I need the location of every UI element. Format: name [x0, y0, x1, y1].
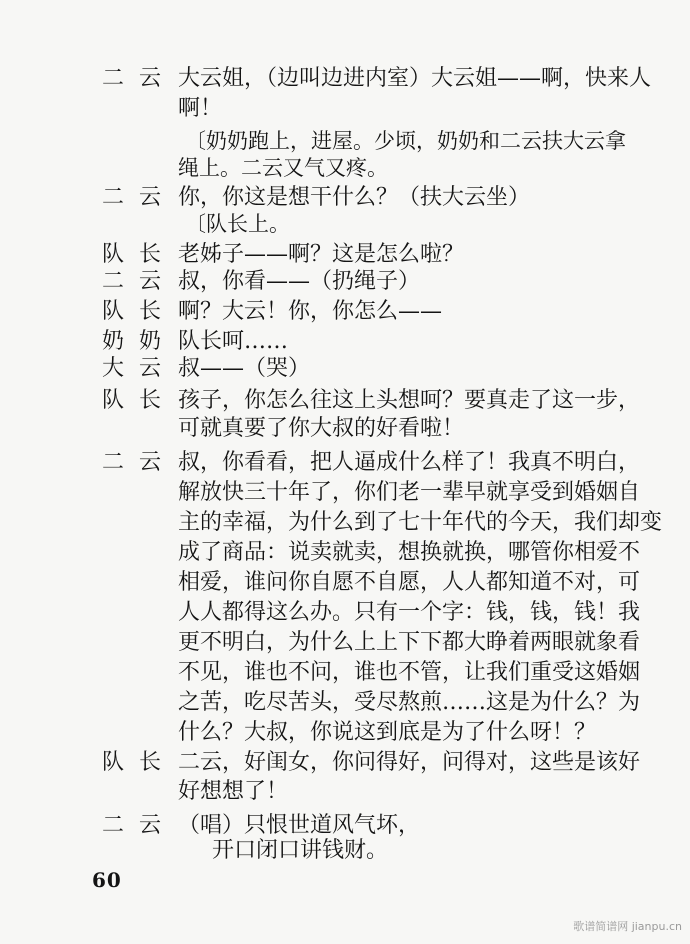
speaker-char: 奶 [102, 329, 125, 354]
dialogue-line: 好想想了！ [178, 779, 289, 804]
speaker-label [102, 809, 176, 843]
stage-direction: 〔奶奶跑上，进屋。少顷，奶奶和二云扶大云拿 [185, 129, 626, 153]
dialogue-line: 不见，谁也不问，谁也不管，让我们重受这婚姻 [178, 660, 641, 685]
dialogue-line: 可就真要了你大叔的好看啦！ [178, 416, 465, 441]
dialogue-line: 更不明白，为什么上上下下都大睁着两眼就象看 [178, 630, 641, 655]
speaker-label [102, 62, 176, 96]
dialogue-line: 人人都得这么办。只有一个字：钱，钱，钱！我 [178, 600, 641, 625]
speaker-char: 队 [102, 750, 125, 775]
dialogue-line: 相爱，谁问你自愿不自愿，人人都知道不对，可 [178, 570, 641, 595]
speaker-char: 二 [102, 185, 125, 210]
dialogue-line: 大云姐，（边叫边进内室）大云姐——啊，快来人 [178, 66, 652, 91]
speaker-char: 云 [139, 185, 162, 210]
dialogue-line: 之苦，吃尽苦头，受尽熬煎……这是为什么？为 [178, 690, 641, 715]
speaker-char: 二 [102, 269, 125, 294]
speaker-char: 二 [102, 450, 125, 475]
speaker-char: 云 [139, 66, 162, 91]
stage-direction: 〔队长上。 [185, 212, 290, 236]
speaker-char: 云 [139, 450, 162, 475]
dialogue-line: 叔——（哭） [178, 356, 311, 381]
dialogue-line: 啊！ [178, 96, 223, 121]
speaker-char: 长 [139, 242, 162, 267]
speaker-label [102, 384, 176, 418]
speaker-label [102, 446, 176, 480]
speaker-char: 队 [102, 299, 125, 324]
stage-direction: 绳上。二云又气又疼。 [178, 156, 388, 180]
speaker-char: 云 [139, 813, 162, 838]
song-line: （唱）只恨世道风气坏， [178, 813, 421, 838]
song-line: 开口闭口讲钱财。 [212, 838, 389, 863]
speaker-label [102, 352, 176, 386]
dialogue-line: 叔，你看——（扔绳子） [178, 269, 421, 294]
dialogue-line: 成了商品：说卖就卖，想换就换，哪管你相爱不 [178, 540, 641, 565]
dialogue-line: 解放快三十年了，你们老一辈早就享受到婚姻自 [178, 480, 641, 505]
dialogue-line: 什么？大叔，你说这到底是为了什么呀！？ [178, 720, 597, 745]
dialogue-line: 二云，好闺女，你问得好，问得对，这些是该好 [178, 750, 641, 775]
speaker-char: 大 [102, 356, 125, 381]
speaker-char: 队 [102, 388, 125, 413]
dialogue-line: 老姊子——啊？这是怎么啦？ [178, 242, 465, 267]
page-number: 60 [92, 868, 122, 892]
speaker-label [102, 181, 176, 215]
speaker-char: 长 [139, 299, 162, 324]
dialogue-line: 啊？大云！你，你怎么—— [178, 299, 443, 324]
speaker-char: 队 [102, 242, 125, 267]
speaker-label [102, 746, 176, 780]
speaker-label [102, 265, 176, 299]
site-watermark: 歌谱简谱网 jianpu.cn [573, 920, 682, 933]
speaker-char: 长 [139, 388, 162, 413]
dialogue-line: 叔，你看看，把人逼成什么样了！我真不明白， [178, 450, 641, 475]
speaker-char: 二 [102, 66, 125, 91]
speaker-char: 云 [139, 356, 162, 381]
dialogue-line: 队长呵…… [178, 329, 289, 354]
speaker-char: 长 [139, 750, 162, 775]
dialogue-line: 主的幸福，为什么到了七十年代的今天，我们却变 [178, 510, 663, 535]
speaker-char: 二 [102, 813, 125, 838]
speaker-char: 奶 [139, 329, 162, 354]
dialogue-line: 你，你这是想干什么？（扶大云坐） [178, 185, 531, 210]
speaker-label [102, 295, 176, 329]
dialogue-line: 孩子，你怎么往这上头想呵？要真走了这一步， [178, 388, 641, 413]
speaker-char: 云 [139, 269, 162, 294]
